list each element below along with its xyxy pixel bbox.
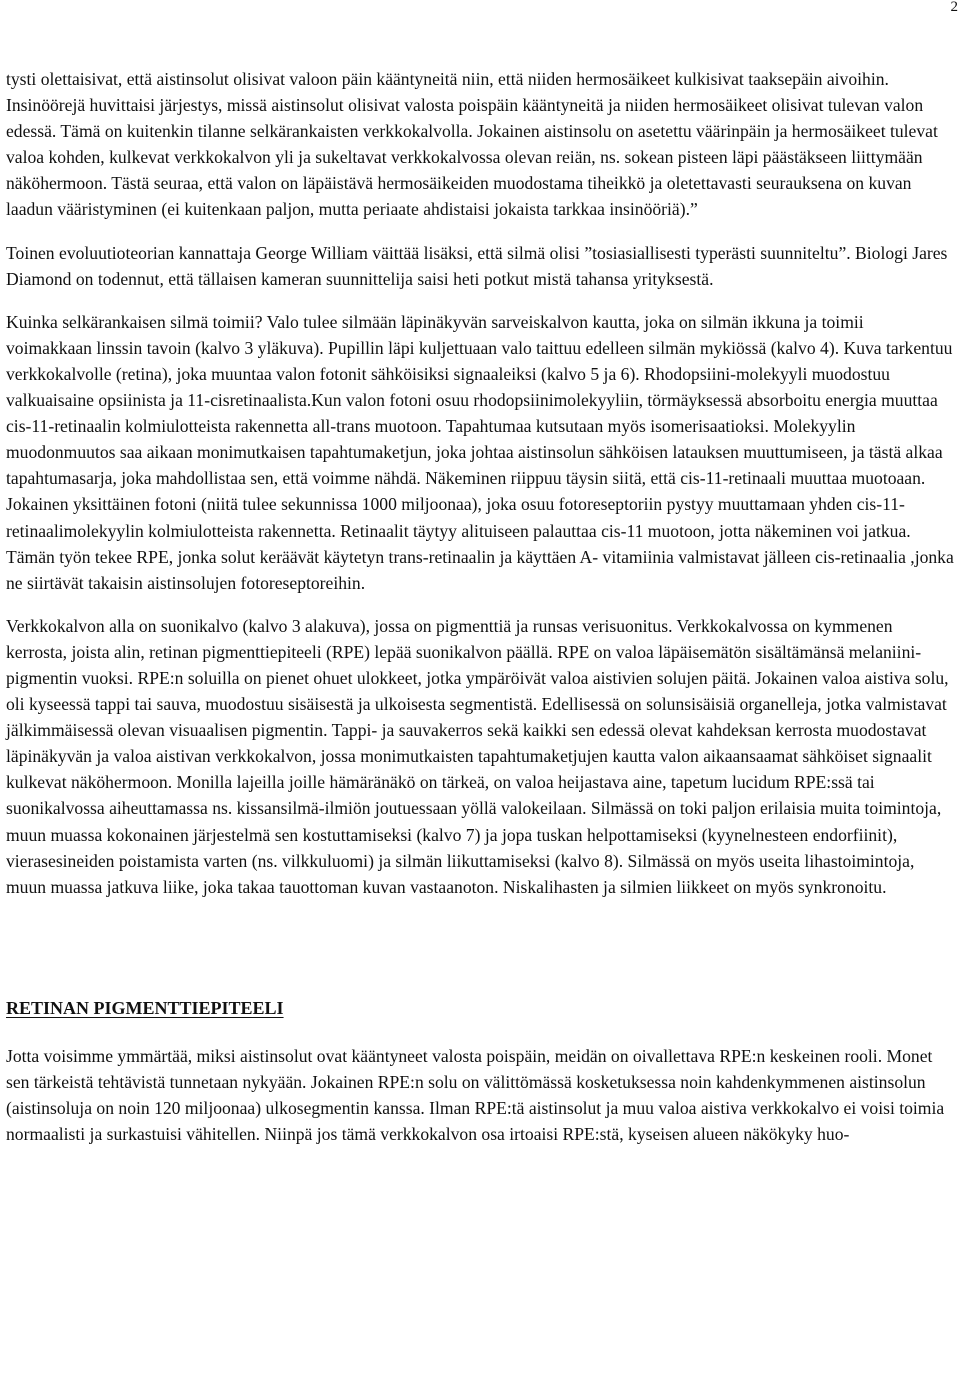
page-number: 2: [950, 0, 958, 15]
paragraph-choroid-and-retina: Verkkokalvon alla on suonikalvo (kalvo 3 alakuva), jossa on pigmenttiä ja runsas verisuonitus. Verkkokalvossa on kymmenen kerrosta, joista alin, retinan pigmenttiepiteeli (RPE) lepää suonikalvon päällä. RPE on valoa läpäisemätön sisältämänsä melaniini- pigmentin vuoksi. RPE:n soluilla on pienet ohuet ulokkeet, jotka ympäröivät valoa aistivien solujen päitä. Jokainen valoa aistiva solu, oli kyseessä tappi tai sauva, muodostuu sisäisestä ja ulkoisesta segmentistä. Edellisessä on solunsisäisiä organelleja, jotka valmistavat jälkimmäisessä olevan visuaalisen pigmentin. Tappi- ja sauvakerros sekä kaikki sen edessä olevat kahdeksan kerrosta muodostavat läpinäkyvän ja valoa aistivan verkkokalvon, jossa monimutkaisten tapahtumaketjujen kautta valon aikaansaamat sähköiset signaalit kulkevat näköhermoon. Monilla lajeilla joille hämäränäkö on tärkeä, on valoa heijastava aine, tapetum lucidum RPE:ssä tai suonikalvossa aiheuttamassa ns. kissansilmä-ilmiön joutuessaan yöllä valokeilaan. Silmässä on toki paljon erilaisia muita toimintoja, muun muassa kokonainen järjestelmä sen kostuttamiseksi (kalvo 7) ja jopa tuskan helpottamiseksi (kyynelnesteen endorfiinit), vierasesineiden poistamista varten (ns. vilkkuluomi) ja silmän liikuttamiseksi (kalvo 8). Silmässä on myös useita lihastoimintoja, muun muassa jatkuva liike, joka takaa tauottoman kuvan vastaanoton. Niskalihasten ja silmien liikkeet on myös synkronoitu.: [6, 615, 949, 897]
paragraph-how-eye-works: Kuinka selkärankaisen silmä toimii? Valo tulee silmään läpinäkyvän sarveiskalvon kautta, joka on silmän ikkuna ja toimii voimakkaan linssin tavoin (kalvo 3 yläkuva). Pupillin läpi kuljettuaan valo taittuu edelleen silmän mykiössä (kalvo 4). Kuva tarkentuu verkkokalvolle (retina), joka muuntaa valon fotonit sähköisiksi signaaleiksi (kalvo 5 ja 6). Rhodopsiini-molekyyli muodostuu valkuaisaine opsiinista ja 11-cisretinaalista.Kun valon fotoni osuu rhodopsiinimolekyyliin, törmäyksessä absorboitu energia muuttaa cis-11-retinaalin kolmiulotteista rakennetta all-trans muotoon. Tapahtumaa kutsutaan myös isomerisaatioksi. Molekyylin muodonmuutos saa aikaan monimutkaisen tapahtumaketjun, joka johtaa aistinsolun sähköisen latauksen muuttumiseen, ja tästä alkaa tapahtumasarja, joka mahdollistaa sen, että voimme nähdä. Näkeminen riippuu täysin siitä, että cis-11-retinaali muuttaa muotoaan. Jokainen yksittäinen fotoni (niitä tulee sekunnissa 1000 miljoonaa), joka osuu fotoreseptoriin pystyy muuttamaan yhden cis-11-retinaalimolekyylin kolmiulotteista rakennetta. Retinaalit täytyy alituiseen palauttaa cis-11 muotoon, jotta näkeminen voi jatkua. Tämän työn tekee RPE, jonka solut keräävät käytetyn trans-retinaalin ja käyttäen A- vitamiinia valmistavat jälleen cis-retinaalia ,jonka ne siirtävät takaisin aistinsolujen fotoreseptoreihin.: [6, 311, 954, 593]
paragraph-rpe-role: Jotta voisimme ymmärtää, miksi aistinsolut ovat kääntyneet valosta poispäin, meidän on oivallettava RPE:n keskeinen rooli. Monet sen tärkeistä tehtävistä tunnetaan nykyään. Jokainen RPE:n solu on välittömässä kosketuksessa noin kahdenkymmenen aistinsolun (aistinsoluja on noin 120 miljoonaa) ulkosegmentin kanssa. Ilman RPE:tä aistinsolut ja muu valoa aistiva verkkokalvo ei voisi toimia normaalisti ja surkastuisi vähitellen. Niinpä jos tämä verkkokalvon osa irtoaisi RPE:stä, kyseisen alueen näkökyky huo-: [6, 1045, 945, 1145]
document-body: [6, 66, 954, 1147]
paragraph-evolution-critique: tysti olettaisivat, että aistinsolut olisivat valoon päin kääntyneitä niin, että niiden hermosäikeet kulkisivat taaksepäin aivoihin. Insinöörejä huvittaisi järjestys, missä aistinsolut olisivat valosta poispäin kääntyneitä ja niiden hermosäikeet olisivat tulevan valon edessä. Tämä on kuitenkin tilanne selkärankaisten verkkokalvolla. Jokainen aistinsolu on asetettu väärinpäin ja hermosäikeet tulevat valoa kohden, kulkevat verkkokalvon yli ja sukeltavat verkkokalvossa olevan reiän, ns. sokean pisteen läpi päästäkseen liittymään näköhermoon. Tästä seuraa, että valon on läpäistävä hermosäikeiden muodostama tiheikkö ja oletettavasti seurauksena on kuvan laadun vääristyminen (ei kuitenkaan paljon, mutta periaate ahdistaisi jokaista tarkkaa insinööriä).”: [6, 69, 938, 220]
paragraph-george-william: Toinen evoluutioteorian kannattaja George William väittää lisäksi, että silmä olisi ”tosiasiallisesti typerästi suunniteltu”. Biologi Jares Diamond on todennut, että tällaisen kameran suunnittelija saisi heti potkut mistä tahansa yrityksestä.: [6, 242, 948, 289]
section-heading: RETINAN PIGMENTTIEPITEELI: [6, 997, 284, 1018]
